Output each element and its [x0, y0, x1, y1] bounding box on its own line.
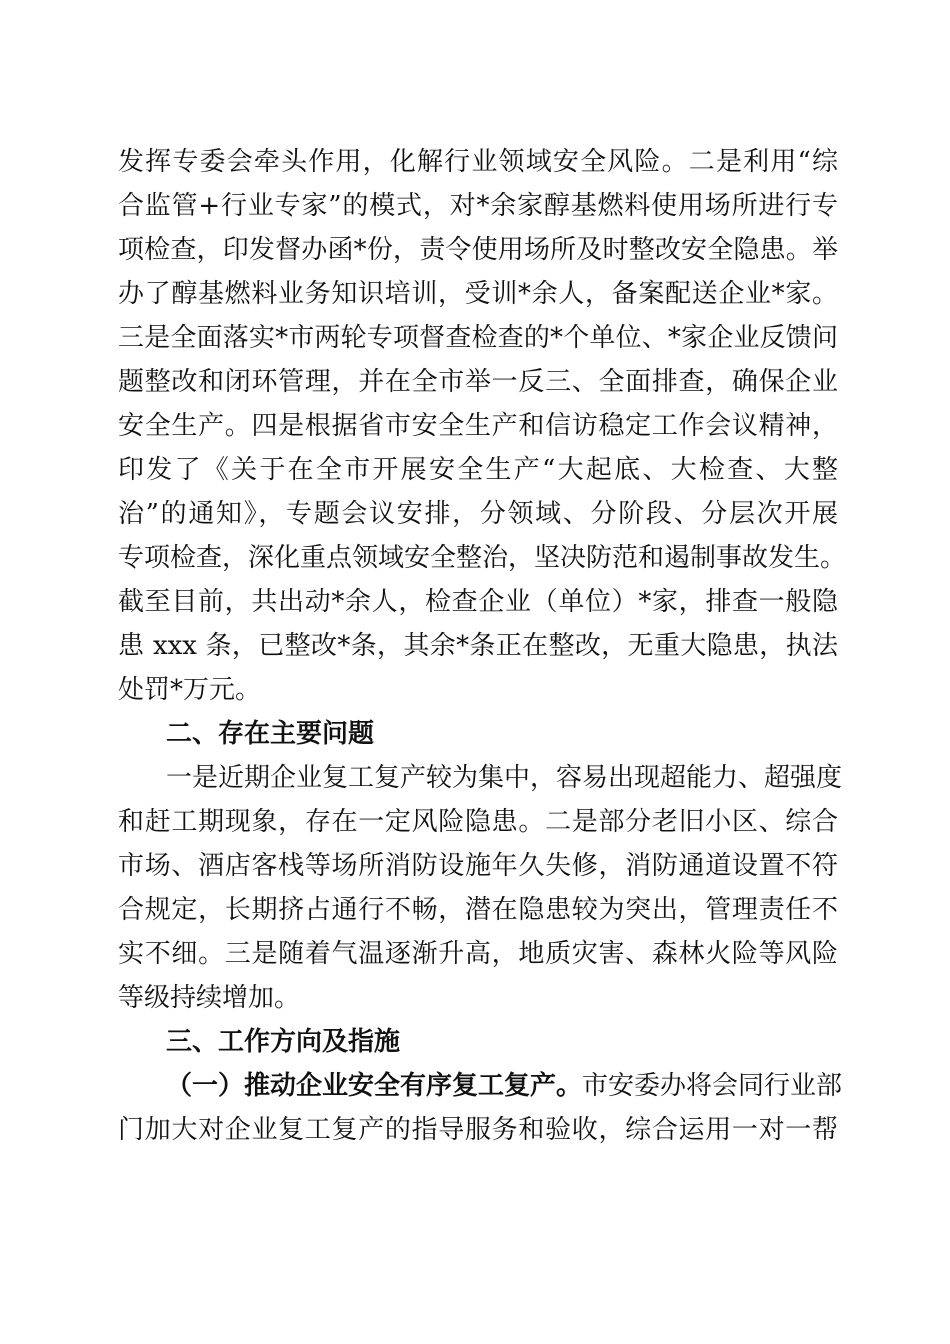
paragraph-line: 项检查，印发督办函*份，责令使用场所及时整改安全隐患。举 [118, 235, 838, 265]
paragraph-line: 安全生产。四是根据省市安全生产和信访稳定工作会议精神， [118, 411, 838, 441]
subsection-text: 市安委办将会同行业部 [582, 1071, 843, 1101]
section-heading: 三、工作方向及指施 [166, 1027, 401, 1057]
paragraph-line: 等级持续增加。 [118, 983, 301, 1013]
paragraph-line: 合规定，长期挤占通行不畅，潜在隐患较为突出，管理责任不 [118, 895, 838, 925]
paragraph-line: 合监管+行业专家”的模式，对*余家醇基燃料使用场所进行专 [118, 191, 838, 221]
paragraph-line: 一是近期企业复工复产较为集中，容易出现超能力、超强度 [166, 763, 843, 793]
paragraph-line: 和赶工期现象，存在一定风险隐患。二是部分老旧小区、综合 [118, 807, 838, 837]
section-heading: 二、存在主要问题 [166, 719, 375, 749]
paragraph-line: 患 xxx 条，已整改*条，其余*条正在整改，无重大隐患，执法 [118, 631, 838, 661]
paragraph-line: 实不细。三是随着气温逐渐升高，地质灾害、森林火险等风险 [118, 939, 838, 969]
paragraph-line: 印发了《关于在全市开展安全生产“大起底、大检查、大整 [118, 455, 838, 485]
paragraph-line: 专项检查，深化重点领域安全整治，坚决防范和遏制事故发生。 [118, 543, 847, 573]
paragraph-line: 门加大对企业复工复产的指导服务和验收，综合运用一对一帮 [118, 1115, 838, 1145]
paragraph-line: 题整改和闭环管理，并在全市举一反三、全面排查，确保企业 [118, 367, 838, 397]
paragraph-line: 处罚*万元。 [118, 675, 262, 705]
paragraph-line [166, 1066, 843, 1106]
paragraph-line: 办了醇基燃料业务知识培训，受训*余人，备案配送企业*家。 [118, 279, 838, 309]
paragraph-line: 治”的通知》，专题会议安排，分领域、分阶段、分层次开展 [118, 499, 838, 529]
paragraph-line: 三是全面落实*市两轮专项督查检查的*个单位、*家企业反馈问 [118, 323, 838, 353]
paragraph-line: 市场、酒店客栈等场所消防设施年久失修，消防通道设置不符 [118, 851, 838, 881]
paragraph-line: 截至目前，共出动*余人，检查企业（单位）*家，排查一般隐 [118, 587, 838, 617]
paragraph-line: 发挥专委会牵头作用，化解行业领域安全风险。二是利用“综 [118, 147, 838, 177]
subsection-lead: （一）推动企业安全有序复工复产。 [166, 1071, 583, 1101]
